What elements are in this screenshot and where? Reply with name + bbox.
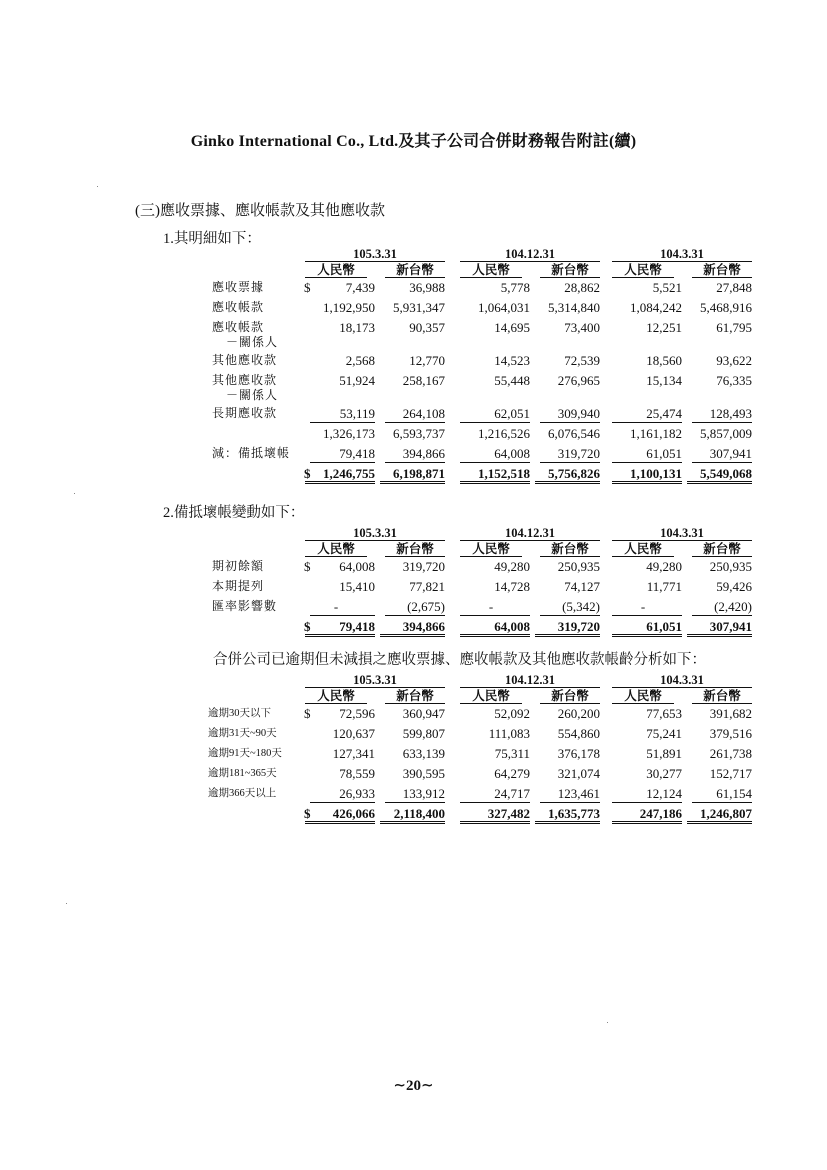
- cell-value: 7,439: [345, 280, 375, 295]
- cell-value: 59,426: [716, 579, 752, 594]
- currency-header: 新台幣: [385, 263, 445, 278]
- underline: [310, 802, 375, 803]
- table-row-subtotal: [195, 424, 755, 444]
- currency-header: 人民幣: [305, 263, 367, 278]
- table-row: [195, 744, 755, 764]
- row-label: 其他應收款: [212, 353, 278, 367]
- currency-header: 新台幣: [540, 263, 600, 278]
- underline: [460, 802, 530, 803]
- cell-value: 123,461: [557, 786, 600, 801]
- cell-value: 6,198,871: [393, 466, 445, 481]
- currency-symbol: $: [304, 280, 311, 295]
- period-header: 105.3.31: [305, 527, 445, 541]
- cell-value: 260,200: [557, 706, 600, 721]
- row-label: 應收帳款 －關係人: [212, 320, 279, 349]
- cell-value: 5,857,009: [700, 426, 752, 441]
- period-header-row: [195, 248, 755, 262]
- cell-value: 14,523: [494, 353, 530, 368]
- cell-value: (2,675): [407, 599, 445, 614]
- cell-value: 12,124: [646, 786, 682, 801]
- cell-value: 6,076,546: [548, 426, 600, 441]
- cell-value: 307,941: [709, 446, 752, 461]
- cell-value: 1,064,031: [478, 300, 530, 315]
- cell-value: 28,862: [564, 280, 600, 295]
- currency-header: 新台幣: [692, 263, 752, 278]
- cell-value: 379,516: [709, 726, 752, 741]
- table-row: [195, 577, 755, 597]
- cell-value: 5,521: [652, 280, 682, 295]
- cell-value: 319,720: [557, 446, 600, 461]
- table-row: [195, 351, 755, 371]
- currency-header: 新台幣: [540, 689, 600, 704]
- cell-value: 1,246,807: [700, 806, 752, 821]
- cell-value: 27,848: [716, 280, 752, 295]
- period-header: 104.3.31: [612, 674, 752, 688]
- underline: [385, 462, 445, 463]
- table-row: [195, 557, 755, 577]
- row-label: 應收票據: [212, 280, 265, 294]
- underline: [385, 615, 445, 616]
- underline: [460, 462, 530, 463]
- cell-value: 307,941: [709, 619, 752, 634]
- cell-value: 391,682: [709, 706, 752, 721]
- cell-value: 1,216,526: [478, 426, 530, 441]
- section-heading: (三)應收票據、應收帳款及其他應收款: [135, 203, 385, 219]
- double-underline: [380, 481, 445, 484]
- cell-value: 73,400: [564, 320, 600, 335]
- double-underline: [380, 634, 445, 637]
- cell-value: 152,717: [709, 766, 752, 781]
- underline: [612, 462, 682, 463]
- row-label: 匯率影響數: [212, 599, 278, 613]
- double-underline: [460, 634, 530, 637]
- cell-value: 18,173: [339, 320, 375, 335]
- table-row: [195, 371, 755, 404]
- currency-header: 人民幣: [612, 542, 674, 557]
- cell-value: 14,695: [494, 320, 530, 335]
- cell-value: -: [333, 599, 339, 614]
- period-header: 105.3.31: [305, 248, 445, 262]
- currency-symbol: $: [304, 559, 311, 574]
- cell-value: 26,933: [339, 786, 375, 801]
- row-label: 逾期31天~90天: [208, 728, 277, 739]
- row-label: 逾期181~365天: [208, 768, 277, 779]
- subheading-aging-analysis: 合併公司已逾期但未減損之應收票據、應收帳款及其他應收款帳齡分析如下：: [213, 652, 706, 668]
- aging-analysis-table: [195, 674, 755, 824]
- cell-value: 250,935: [557, 559, 600, 574]
- cell-value: 1,192,950: [323, 300, 375, 315]
- currency-header: 人民幣: [612, 689, 674, 704]
- cell-value: 5,314,840: [548, 300, 600, 315]
- table-row: [195, 764, 755, 784]
- table-row: [195, 597, 755, 617]
- row-label: 其他應收款 －關係人: [212, 373, 279, 402]
- cell-value: 5,778: [500, 280, 530, 295]
- cell-value: 30,277: [646, 766, 682, 781]
- cell-value: 247,186: [639, 806, 682, 821]
- cell-value: 321,074: [557, 766, 600, 781]
- cell-value: 1,326,173: [323, 426, 375, 441]
- underline: [540, 422, 600, 423]
- underline: [612, 422, 682, 423]
- underline: [692, 422, 752, 423]
- row-label: 減：備抵壞帳: [212, 446, 291, 460]
- scan-speck: [607, 1022, 608, 1023]
- cell-value: 376,178: [557, 746, 600, 761]
- cell-value: 90,357: [409, 320, 445, 335]
- row-label: 本期提列: [212, 579, 265, 593]
- table-row-total: [195, 804, 755, 824]
- cell-value: 77,821: [409, 579, 445, 594]
- double-underline: [687, 634, 752, 637]
- cell-value: 49,280: [494, 559, 530, 574]
- underline: [540, 802, 600, 803]
- underline: [540, 615, 600, 616]
- cell-value: 49,280: [646, 559, 682, 574]
- cell-value: 15,134: [646, 373, 682, 388]
- cell-value: 250,935: [709, 559, 752, 574]
- cell-value: 133,912: [402, 786, 445, 801]
- cell-value: 61,154: [716, 786, 752, 801]
- underline: [540, 462, 600, 463]
- allowance-changes-table: [195, 527, 755, 637]
- cell-value: 1,635,773: [548, 806, 600, 821]
- currency-header: 人民幣: [612, 263, 674, 278]
- cell-value: 61,051: [646, 619, 682, 634]
- cell-value: 79,418: [339, 619, 375, 634]
- currency-symbol: $: [304, 466, 311, 481]
- cell-value: 390,595: [402, 766, 445, 781]
- cell-value: 25,474: [646, 406, 682, 421]
- double-underline: [460, 821, 530, 824]
- scan-speck: [74, 493, 75, 494]
- currency-header: 新台幣: [692, 542, 752, 557]
- cell-value: 53,119: [339, 406, 375, 421]
- underline: [310, 462, 375, 463]
- period-header: 105.3.31: [305, 674, 445, 688]
- double-underline: [687, 481, 752, 484]
- cell-value: 1,100,131: [630, 466, 682, 481]
- double-underline: [535, 634, 600, 637]
- double-underline: [535, 481, 600, 484]
- table-row-total: [195, 617, 755, 637]
- period-header: 104.12.31: [460, 527, 600, 541]
- cell-value: 64,008: [494, 446, 530, 461]
- currency-header: 新台幣: [692, 689, 752, 704]
- cell-value: 327,482: [487, 806, 530, 821]
- underline: [385, 802, 445, 803]
- cell-value: 51,891: [646, 746, 682, 761]
- underline: [692, 802, 752, 803]
- cell-value: 394,866: [402, 619, 445, 634]
- cell-value: 319,720: [402, 559, 445, 574]
- cell-value: 2,568: [345, 353, 375, 368]
- cell-value: 61,795: [716, 320, 752, 335]
- page-number: ∼20∼: [393, 1078, 434, 1094]
- cell-value: 64,008: [339, 559, 375, 574]
- cell-value: 319,720: [557, 619, 600, 634]
- cell-value: 128,493: [709, 406, 752, 421]
- row-label: 應收帳款: [212, 300, 265, 314]
- row-label: 長期應收款: [212, 406, 278, 420]
- underline: [385, 422, 445, 423]
- currency-header: 人民幣: [305, 689, 367, 704]
- cell-value: 75,311: [494, 746, 530, 761]
- underline: [310, 615, 375, 616]
- table-row: [195, 298, 755, 318]
- cell-value: 12,770: [409, 353, 445, 368]
- double-underline: [305, 481, 375, 484]
- table-row: [195, 404, 755, 424]
- double-underline: [535, 821, 600, 824]
- cell-value: 76,335: [716, 373, 752, 388]
- cell-value: 394,866: [402, 446, 445, 461]
- cell-value: 18,560: [646, 353, 682, 368]
- subheading-allowance-changes: 2.備抵壞帳變動如下：: [163, 505, 305, 521]
- cell-value: 74,127: [564, 579, 600, 594]
- cell-value: (5,342): [562, 599, 600, 614]
- cell-value: 120,637: [332, 726, 375, 741]
- cell-value: 55,448: [494, 373, 530, 388]
- cell-value: 1,152,518: [478, 466, 530, 481]
- currency-symbol: $: [304, 706, 311, 721]
- period-header: 104.3.31: [612, 527, 752, 541]
- cell-value: 5,468,916: [700, 300, 752, 315]
- period-header-row: [195, 674, 755, 688]
- cell-value: 127,341: [332, 746, 375, 761]
- cell-value: 72,596: [339, 706, 375, 721]
- currency-header: 新台幣: [385, 542, 445, 557]
- period-header: 104.3.31: [612, 248, 752, 262]
- cell-value: 36,988: [409, 280, 445, 295]
- cell-value: 62,051: [494, 406, 530, 421]
- cell-value: 426,066: [332, 806, 375, 821]
- cell-value: 360,947: [402, 706, 445, 721]
- subheading-details: 1.其明細如下：: [163, 231, 261, 247]
- scan-speck: [66, 903, 67, 904]
- cell-value: 1,246,755: [323, 466, 375, 481]
- underline: [460, 615, 530, 616]
- cell-value: 554,860: [557, 726, 600, 741]
- table-row: [195, 278, 755, 298]
- underline: [460, 422, 530, 423]
- cell-value: 1,084,242: [630, 300, 682, 315]
- table-row: [195, 704, 755, 724]
- cell-value: 79,418: [339, 446, 375, 461]
- page-title: Ginko International Co., Ltd.及其子公司合併財務報告附註(續): [190, 133, 637, 150]
- cell-value: 1,161,182: [630, 426, 682, 441]
- underline: [612, 802, 682, 803]
- cell-value: 258,167: [402, 373, 445, 388]
- currency-header: 人民幣: [460, 263, 522, 278]
- double-underline: [460, 481, 530, 484]
- row-label: 逾期91天~180天: [208, 748, 282, 759]
- cell-value: 52,092: [494, 706, 530, 721]
- cell-value: 633,139: [402, 746, 445, 761]
- currency-header: 人民幣: [460, 689, 522, 704]
- cell-value: 261,738: [709, 746, 752, 761]
- scan-speck: [97, 186, 98, 187]
- double-underline: [612, 481, 682, 484]
- cell-value: 77,653: [646, 706, 682, 721]
- row-label: 期初餘額: [212, 559, 265, 573]
- cell-value: 5,756,826: [548, 466, 600, 481]
- currency-symbol: $: [304, 619, 311, 634]
- cell-value: (2,420): [714, 599, 752, 614]
- cell-value: -: [488, 599, 494, 614]
- cell-value: 6,593,737: [393, 426, 445, 441]
- cell-value: 78,559: [339, 766, 375, 781]
- cell-value: 61,051: [646, 446, 682, 461]
- cell-value: 11,771: [646, 579, 682, 594]
- cell-value: 75,241: [646, 726, 682, 741]
- currency-symbol: $: [304, 806, 311, 821]
- cell-value: 24,717: [494, 786, 530, 801]
- table-row: [195, 444, 755, 464]
- cell-value: 64,008: [494, 619, 530, 634]
- underline: [692, 615, 752, 616]
- cell-value: 309,940: [557, 406, 600, 421]
- period-header-row: [195, 527, 755, 541]
- double-underline: [612, 634, 682, 637]
- currency-header: 新台幣: [385, 689, 445, 704]
- cell-value: 111,083: [488, 726, 530, 741]
- cell-value: 264,108: [402, 406, 445, 421]
- double-underline: [687, 821, 752, 824]
- currency-header-row: [195, 262, 755, 278]
- period-header: 104.12.31: [460, 674, 600, 688]
- cell-value: -: [640, 599, 646, 614]
- double-underline: [305, 634, 375, 637]
- row-label: 逾期30天以下: [208, 708, 271, 719]
- table-row: [195, 318, 755, 351]
- cell-value: 276,965: [557, 373, 600, 388]
- cell-value: 12,251: [646, 320, 682, 335]
- table-row: [195, 784, 755, 804]
- underline: [612, 615, 682, 616]
- underline: [310, 422, 375, 423]
- underline: [692, 462, 752, 463]
- currency-header: 人民幣: [460, 542, 522, 557]
- cell-value: 2,118,400: [393, 806, 445, 821]
- double-underline: [380, 821, 445, 824]
- cell-value: 64,279: [494, 766, 530, 781]
- receivables-detail-table: [195, 248, 755, 484]
- currency-header-row: [195, 688, 755, 704]
- row-label: 逾期366天以上: [208, 788, 277, 799]
- table-row: [195, 724, 755, 744]
- cell-value: 93,622: [716, 353, 752, 368]
- currency-header: 人民幣: [305, 542, 367, 557]
- currency-header-row: [195, 541, 755, 557]
- cell-value: 51,924: [339, 373, 375, 388]
- cell-value: 15,410: [339, 579, 375, 594]
- cell-value: 5,549,068: [700, 466, 752, 481]
- cell-value: 72,539: [564, 353, 600, 368]
- double-underline: [305, 821, 375, 824]
- table-row-total: [195, 464, 755, 484]
- period-header: 104.12.31: [460, 248, 600, 262]
- cell-value: 599,807: [402, 726, 445, 741]
- double-underline: [612, 821, 682, 824]
- cell-value: 14,728: [494, 579, 530, 594]
- cell-value: 5,931,347: [393, 300, 445, 315]
- currency-header: 新台幣: [540, 542, 600, 557]
